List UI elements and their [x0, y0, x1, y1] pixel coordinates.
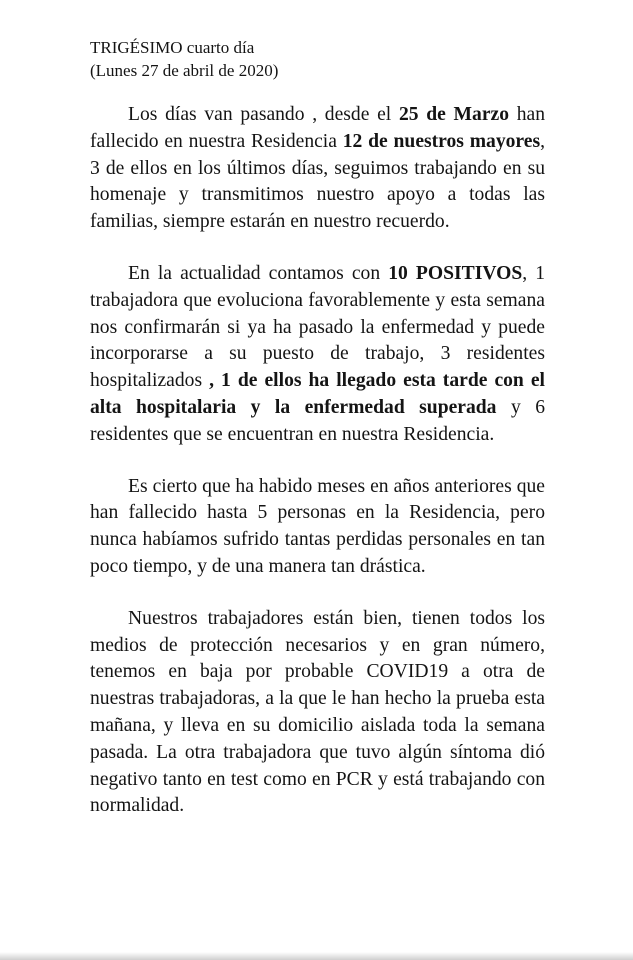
text-segment: Es cierto que ha habido meses en años anteriores que han fallecido hasta 5 personas en la Residencia, pero nunca habíamos sufrido tantas perdidas personales en tan poco tiempo, y de una manera tan drástica.: [90, 475, 545, 577]
text-segment: Nuestros trabajadores están bien, tienen todos los medios de protección necesarios y en gran número, tenemos en baja por probable COVID19 a otra de nuestras trabajadoras, a la que le han hecho la prueba esta mañana, y lleva en su domicilio aislada toda la semana pasada. La otra trabajadora que tuvo algún síntoma dió negativo tanto en test como en PCR y está trabajando con normalidad.: [90, 607, 545, 817]
document-header: [90, 36, 545, 82]
document-title: TRIGÉSIMO cuarto día: [90, 38, 255, 57]
paragraph-deaths: [90, 102, 545, 236]
text-segment: Los días van pasando , desde el: [128, 104, 399, 125]
paragraph-history: [90, 474, 545, 581]
text-segment: han fallecido en nuestra Residencia: [90, 104, 545, 152]
text-segment: , 3 de ellos en los últimos días, seguimos trabajando en su homenaje y transmitimos nuestro apoyo a todas las familias, siempre estarán en nuestro recuerdo.: [90, 130, 545, 233]
text-segment-bold: , 1 de ellos ha llegado esta tarde con el alta hospitalaria y la enfermedad superada: [90, 370, 545, 418]
page-bottom-edge: [0, 952, 633, 960]
text-segment: En la actualidad contamos con: [128, 262, 389, 284]
paragraph-workers: [90, 606, 545, 820]
text-segment-bold: 12 de nuestros mayores: [342, 130, 541, 152]
text-segment-bold: 25 de Marzo: [398, 104, 510, 125]
paragraph-positives: [90, 261, 545, 449]
text-segment: , 1 trabajadora que evoluciona favorablemente y esta semana nos confirmarán si ya ha pasado la enfermedad y puede incorporarse a su puesto de trabajo, 3 residentes hospitalizados: [90, 262, 545, 392]
document-date: (Lunes 27 de abril de 2020): [90, 61, 279, 80]
text-segment-bold: 10 POSITIVOS: [388, 262, 523, 284]
text-segment: y 6 residentes que se encuentran en nuestra Residencia.: [90, 396, 545, 445]
